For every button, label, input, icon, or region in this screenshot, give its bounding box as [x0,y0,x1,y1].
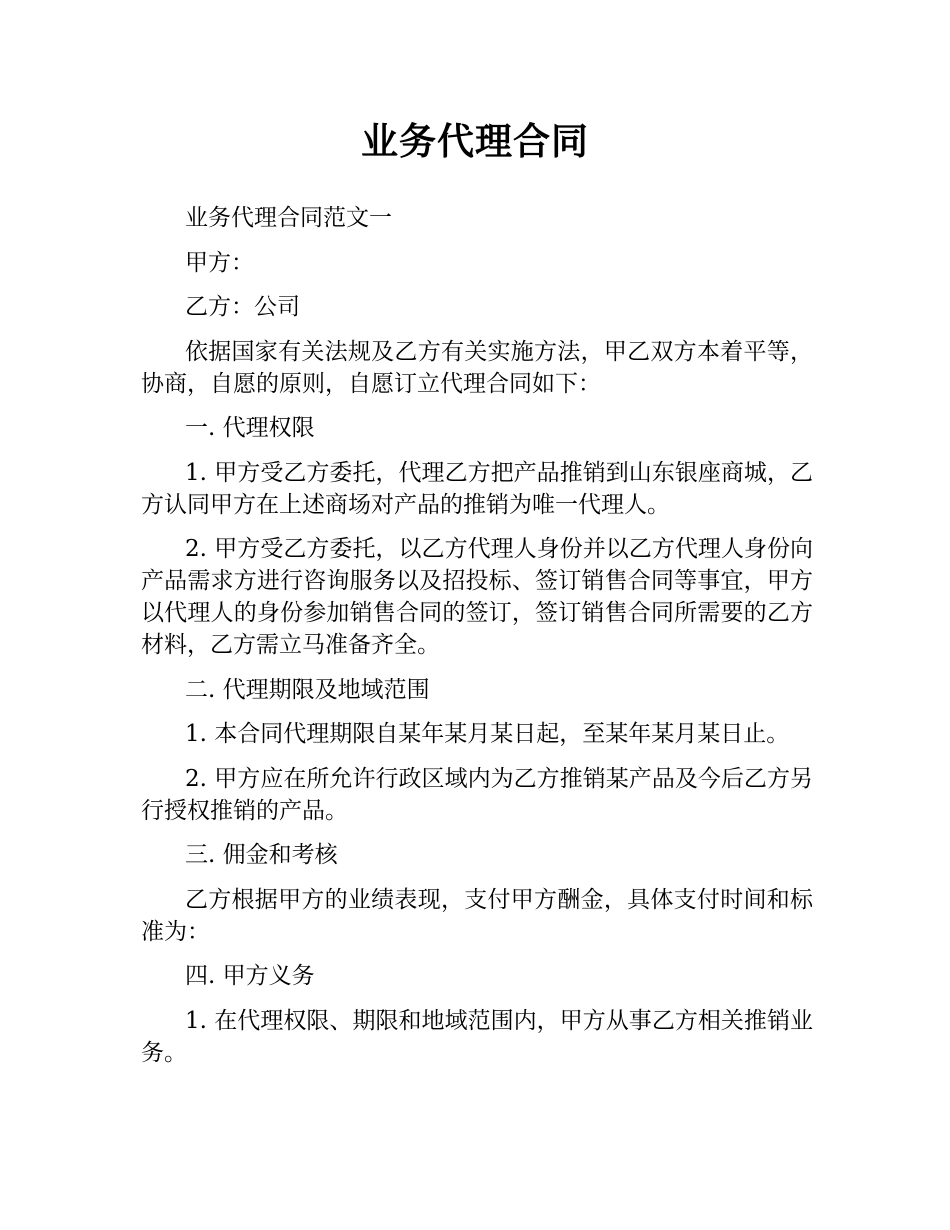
clause-term-1: 1. 本合同代理期限自某年某月某日起，至某年某月某日止。 [185,721,790,747]
document-title: 业务代理合同 [361,120,589,163]
section-heading-term-region: 二. 代理期限及地域范围 [185,676,430,703]
clause-term-2: 2. 甲方应在所允许行政区域内为乙方推销某产品及今后乙方另行授权推销的产品。 [141,765,813,824]
paragraph-template-label: 业务代理合同范文一 [185,205,392,231]
section-heading-party-a-duties: 四. 甲方义务 [185,963,315,989]
section-heading-commission: 三. 佣金和考核 [185,842,338,868]
clause-authority-1: 1. 甲方受乙方委托，代理乙方把产品推销到山东银座商城，乙方认同甲方在上述商场对产品的推销为唯一代理人。 [141,459,813,518]
document-body [141,202,813,1081]
section-heading-authority: 一. 代理权限 [185,415,315,441]
clause-duties-1: 1. 在代理权限、期限和地域范围内，甲方从事乙方相关推销业务。 [141,1007,813,1066]
paragraph-party-a: 甲方： [185,249,254,276]
paragraph-preamble: 依据国家有关法规及乙方有关实施方法，甲乙双方本着平等，协商，自愿的原则，自愿订立代理合同如下： [141,338,813,397]
clause-commission: 乙方根据甲方的业绩表现，支付甲方酬金，具体支付时间和标准为： [141,886,813,945]
clause-authority-2: 2. 甲方受乙方委托，以乙方代理人身份并以乙方代理人身份向产品需求方进行咨询服务以及招投标、签订销售合同等事宜，甲方以代理人的身份参加销售合同的签订，签订销售合同所需要的乙方材料，乙方需立马准备齐全。 [141,536,813,658]
paragraph-party-b: 乙方：公司 [185,294,300,320]
